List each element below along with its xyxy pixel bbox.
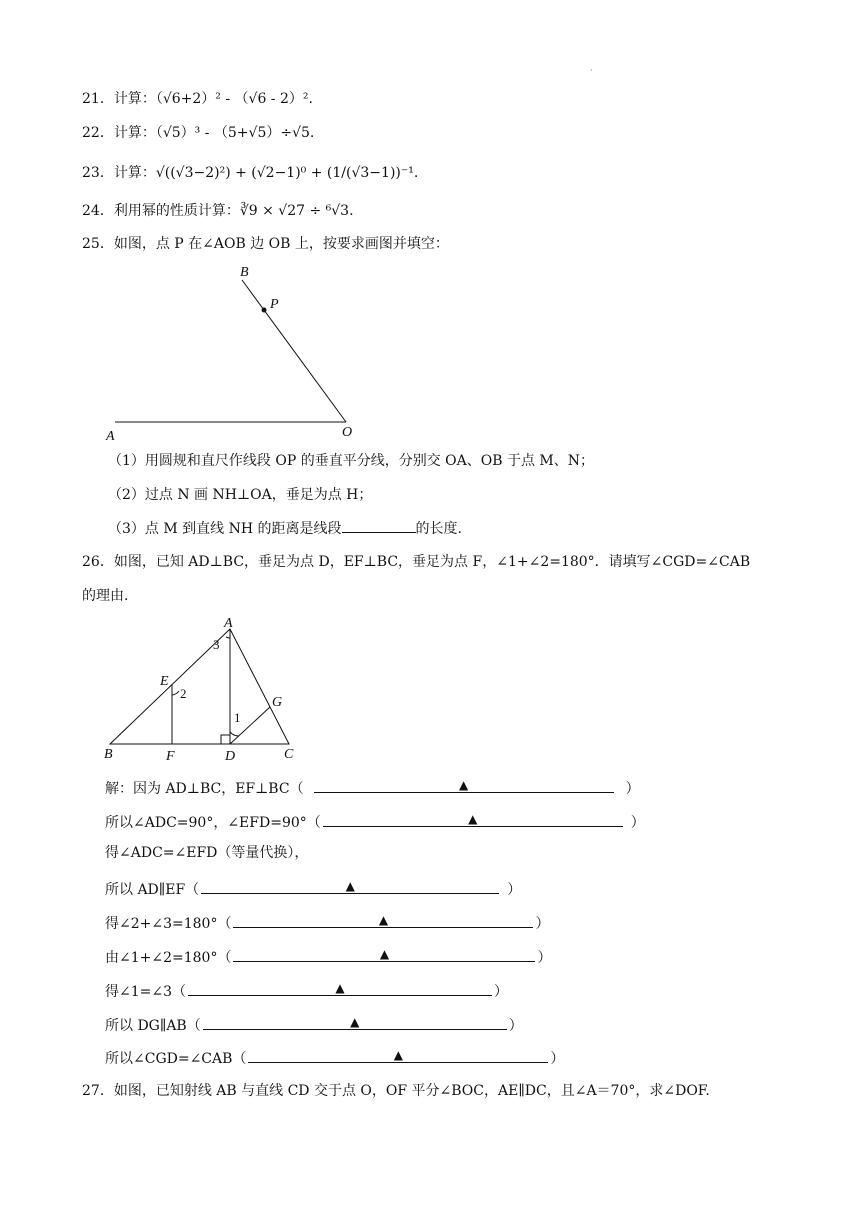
answer-blank-step-6[interactable] [233,945,535,962]
angle-2-arc [172,691,179,695]
right-angle-mark [221,735,230,744]
question-27: 27．如图，已知射线 AB 与直线 CD 交于点 O，OF 平分∠BOC，AE∥DC，且∠A＝70°，求∠DOF. [82,1083,710,1099]
label-d: D [225,749,236,764]
label-p: P [270,297,279,312]
label-b: B [104,747,113,762]
q26-step-8 [105,1013,523,1036]
question-25-stem: 25．如图，点 P 在∠AOB 边 OB 上，按要求画图并填空： [82,236,449,252]
label-e: E [160,674,169,689]
q25-part-3 [108,518,462,539]
q26-step-1 [105,776,640,799]
q26-step-4 [105,877,521,900]
q26-step-1-close: ） [625,781,640,797]
triangle-mark: ▲ [378,913,389,927]
label-a: A [224,616,233,631]
ray-ob [242,280,346,422]
triangle-mark: ▲ [458,778,469,792]
q26-step-3: 得∠ADC=∠EFD（等量代换）， [105,845,309,861]
q26-step-7-text: 得∠1=∠3（ [105,984,187,1000]
q26-step-1-text: 解：因为 AD⊥BC，EF⊥BC（ [105,781,304,797]
label-angle-1: 1 [234,710,241,725]
q26-step-6-text: 由∠1+∠2=180°（ [105,950,232,966]
answer-blank-step-9[interactable] [248,1046,548,1063]
label-g: G [272,695,283,710]
q25-part-2: （2）过点 N 画 NH⊥OA，垂足为点 H； [108,487,373,503]
question-24: 24．利用幂的性质计算：∛9 × √27 ÷ ⁶√3. [82,203,354,219]
q26-step-2-text: 所以∠ADC=90°，∠EFD=90°（ [105,815,321,831]
question-26-stem-line1: 26．如图，已知 AD⊥BC，垂足为点 D，EF⊥BC，垂足为点 F，∠1+∠2=180°．请填写∠CGD=∠CAB [82,554,751,570]
answer-blank-step-1[interactable] [314,776,614,793]
q26-step-2 [105,810,645,833]
q26-step-5-text: 得∠2+∠3=180°（ [105,916,232,932]
point-p [262,308,267,313]
label-a: A [106,429,115,444]
q26-step-9-close: ） [550,1051,565,1067]
triangle-abc-figure [100,615,300,765]
label-c: C [284,747,294,762]
triangle-mark: ▲ [379,947,390,961]
angle-3-arc [226,637,230,638]
triangle-mark: ▲ [345,879,355,893]
q26-step-2-close: ） [630,815,645,831]
q25-part-3-suffix: 的长度. [415,521,462,537]
q26-step-4-text: 所以 AD∥EF（ [105,882,200,898]
triangle-mark: ▲ [350,1015,360,1029]
q26-step-5 [105,911,549,934]
q26-step-8-close: ） [508,1018,523,1034]
answer-blank-step-7[interactable] [188,979,492,996]
label-f: F [166,749,175,764]
label-angle-3: 3 [213,637,220,652]
answer-blank-step-4[interactable] [201,877,499,894]
q25-part-3-prefix: （3）点 M 到直线 NH 的距离是线段 [108,521,342,537]
header-dot: · [590,66,593,75]
answer-blank-step-5[interactable] [233,911,533,928]
question-21: 21．计算：（√6+2）² - （√6 - 2）². [82,91,313,107]
q26-step-9-text: 所以∠CGD=∠CAB（ [105,1051,247,1067]
answer-blank-q25[interactable] [342,518,416,533]
q26-step-8-text: 所以 DG∥AB（ [105,1018,201,1034]
triangle-mark: ▲ [335,981,345,995]
question-23: 23．计算：√((√3−2)²) + (√2−1)⁰ + (1/(√3−1))⁻¹. [82,165,419,181]
q26-step-7-close: ） [494,984,509,1000]
question-22: 22．计算：（√5）³ - （5+√5）÷√5. [82,125,315,141]
label-o: O [342,425,353,440]
angle-aob-figure [100,258,370,448]
label-b: B [240,265,249,280]
triangle-abc [110,629,289,744]
q26-step-7 [105,979,508,1002]
q26-step-5-close: ） [535,916,550,932]
answer-blank-step-2[interactable] [323,810,623,827]
question-26-stem-line2: 的理由. [82,588,129,604]
q26-step-9 [105,1046,564,1069]
q26-step-6 [105,945,551,968]
q26-step-4-close: ） [507,882,522,898]
triangle-mark: ▲ [468,812,478,826]
q25-part-1: （1）用圆规和直尺作线段 OP 的垂直平分线，分别交 OA、OB 于点 M、N； [108,453,594,469]
answer-blank-step-8[interactable] [203,1013,507,1030]
triangle-mark: ▲ [393,1048,404,1062]
angle-1-arc [230,732,239,736]
q26-step-6-close: ） [537,950,552,966]
label-angle-2: 2 [180,686,187,701]
